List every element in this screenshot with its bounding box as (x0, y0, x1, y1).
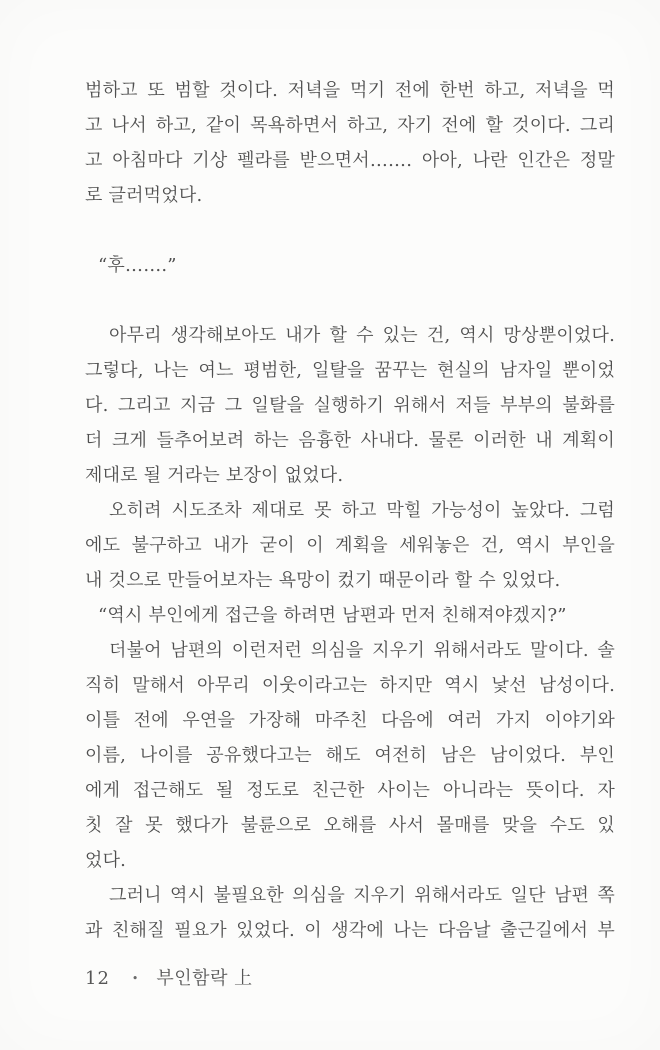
dialogue-line: “역시 부인에게 접근을 하려면 남편과 먼저 친해져야겠지?” (98, 605, 567, 626)
text-line: 고 나서 하고, 같이 목욕하면서 하고, 자기 전에 할 것이다. 그리 (85, 115, 615, 136)
dialogue-line: “후…….” (98, 255, 177, 276)
text-line: 직히 말해서 아무리 이웃이라고는 하지만 역시 낯선 남성이다. (85, 675, 615, 696)
text-line: 고 아침마다 기상 펠라를 받으면서……. 아아, 나란 인간은 정말 (85, 150, 615, 171)
text-line: 더 크게 들추어보려 하는 음흉한 사내다. 물론 이러한 내 계획이 (85, 430, 615, 451)
text-line: 에게 접근해도 될 정도로 친근한 사이는 아니라는 뜻이다. 자 (85, 780, 615, 801)
page-number: 12 (85, 968, 110, 989)
text-line: 그렇다, 나는 여느 평범한, 일탈을 꿈꾸는 현실의 남자일 뿐이었 (85, 360, 615, 381)
page-footer (85, 966, 615, 992)
text-line: 과 친해질 필요가 있었다. 이 생각에 나는 다음날 출근길에서 부 (85, 920, 615, 941)
book-title: 부인함락 上 (156, 968, 253, 989)
text-line: 더불어 남편의 이런저런 의심을 지우기 위해서라도 말이다. 솔 (109, 640, 615, 661)
text-line: 아무리 생각해보아도 내가 할 수 있는 건, 역시 망상뿐이었다. (109, 325, 615, 346)
text-line: 칫 잘 못 했다가 불륜으로 오해를 사서 몰매를 맞을 수도 있 (85, 815, 615, 836)
blank-line (85, 213, 615, 248)
text-line: 다. 그리고 지금 그 일탈을 실행하기 위해서 저들 부부의 불화를 (85, 395, 615, 416)
text-line: 이름, 나이를 공유했다고는 해도 여전히 남은 남이었다. 부인 (85, 745, 615, 766)
text-line: 로 글러먹었다. (85, 185, 203, 206)
text-line: 이틀 전에 우연을 가장해 마주친 다음에 여러 가지 이야기와 (85, 710, 615, 731)
footer-bullet-icon: • (131, 972, 139, 985)
text-line: 에도 불구하고 내가 굳이 이 계획을 세워놓은 건, 역시 부인을 (85, 535, 615, 556)
text-line: 그러니 역시 불필요한 의심을 지우기 위해서라도 일단 남편 쪽 (109, 885, 615, 906)
text-line: 오히려 시도조차 제대로 못 하고 막힐 가능성이 높았다. 그럼 (109, 500, 615, 521)
text-line: 내 것으로 만들어보자는 욕망이 컸기 때문이라 할 수 있었다. (85, 570, 561, 591)
page-content (85, 73, 615, 948)
blank-line (85, 283, 615, 318)
text-line: 었다. (85, 850, 127, 871)
text-line: 범하고 또 범할 것이다. 저녁을 먹기 전에 한번 하고, 저녁을 먹 (85, 80, 615, 101)
text-line: 제대로 될 거라는 보장이 없었다. (85, 465, 344, 486)
